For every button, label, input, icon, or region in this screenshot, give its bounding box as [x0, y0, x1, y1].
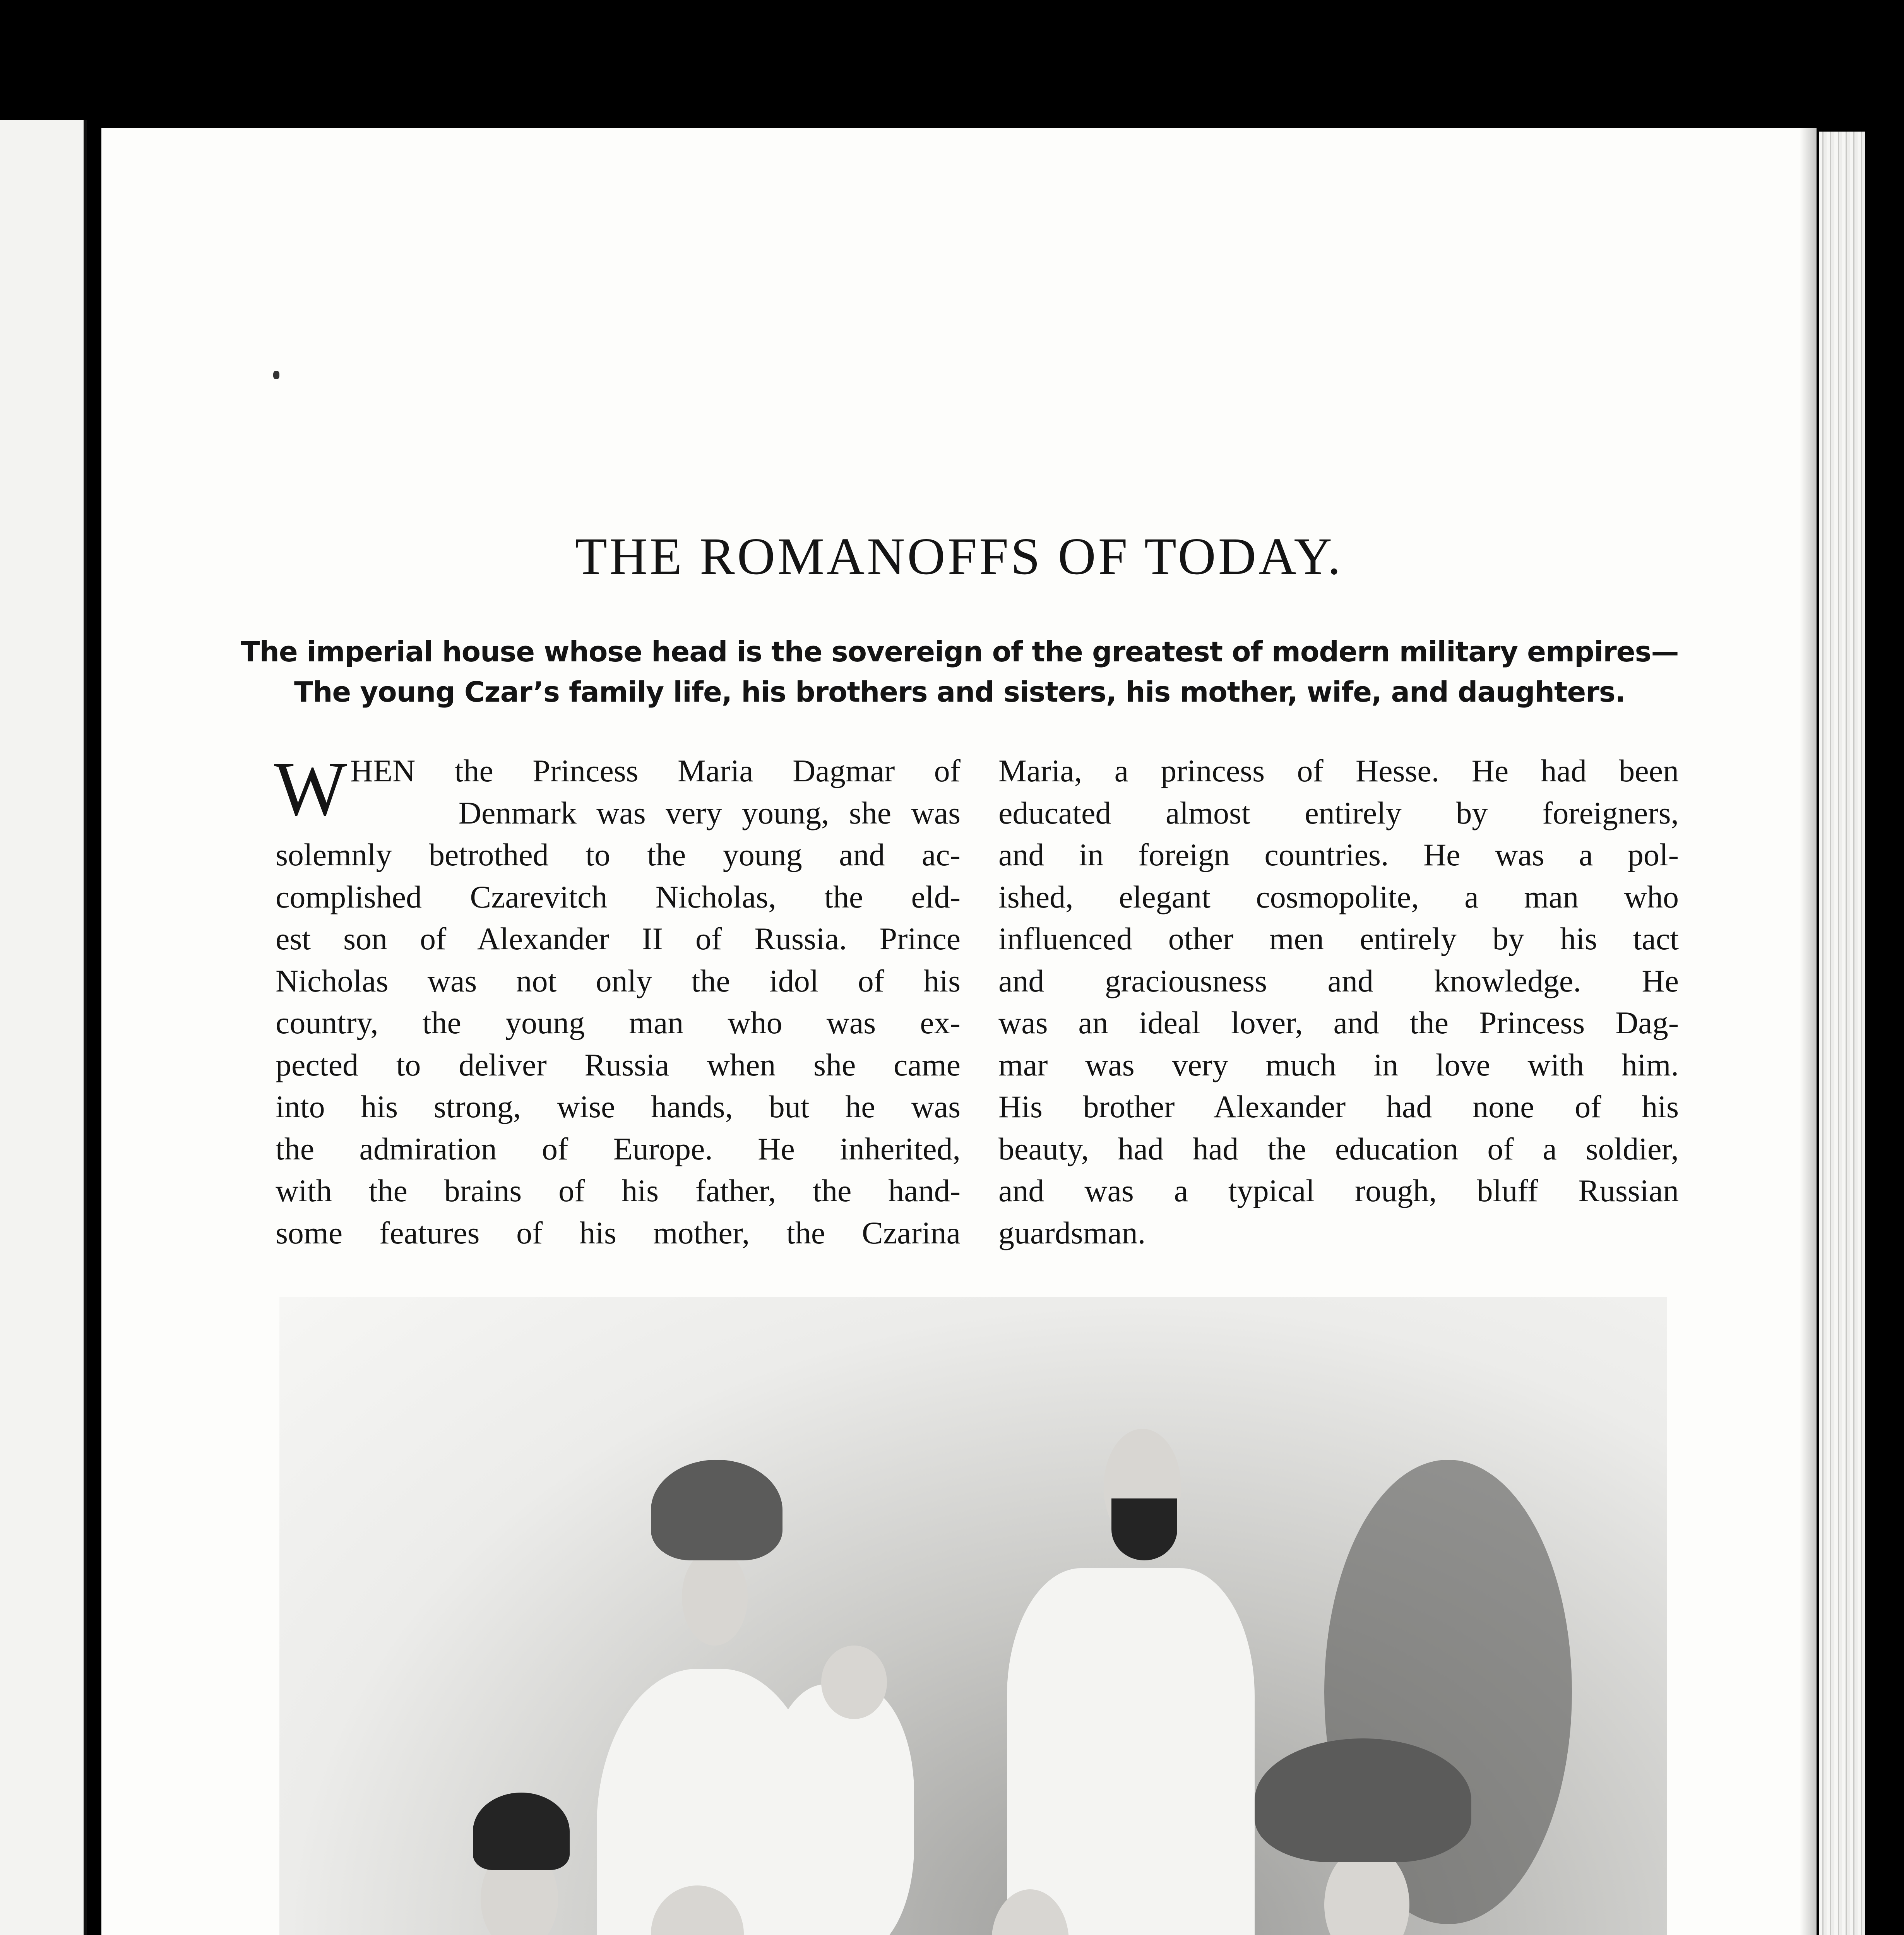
article-title: THE ROMANOFFS OF TODAY.	[575, 527, 1343, 586]
text-line: beauty, had had the education of a soldier,	[998, 1131, 1679, 1166]
text-line: educated almost entirely by foreigners,	[998, 795, 1679, 831]
text-line: was an ideal lover, and the Princess Dag-	[998, 1005, 1679, 1040]
text-line: Maria, a princess of Hesse. He had been	[998, 753, 1679, 788]
binding-shadow	[1800, 128, 1819, 1935]
subtitle-line: The imperial house whose head is the sovereign of the greatest of modern military empires—	[241, 635, 1679, 668]
body-column-right	[998, 750, 1679, 1254]
facing-page-edge	[0, 120, 87, 1935]
figure-czar-uniform	[1007, 1568, 1255, 1935]
text-line: and graciousness and knowledge. He	[998, 963, 1679, 998]
figure-dowager-hair	[473, 1793, 570, 1870]
ink-speck	[273, 371, 279, 379]
figure-infant-face	[821, 1646, 887, 1719]
text-line: and in foreign countries. He was a pol-	[998, 837, 1679, 872]
text-line: the admiration of Europe. He inherited,	[276, 1131, 961, 1166]
figure-infant-son	[767, 1684, 914, 1935]
text-line: and was a typical rough, bluff Russian	[998, 1173, 1679, 1208]
drop-cap: W	[274, 746, 347, 832]
text-line: country, the young man who was ex-	[276, 1005, 961, 1040]
page-stack-edge	[1819, 132, 1865, 1935]
subtitle-line: The young Czar’s family life, his brothers and sisters, his mother, wife, and daughters.	[294, 676, 1625, 708]
text-line: His brother Alexander had none of his	[998, 1089, 1679, 1124]
text-line: with the brains of his father, the hand-	[276, 1173, 961, 1208]
text-line: pected to deliver Russia when she came	[276, 1047, 961, 1082]
text-line: HEN the Princess Maria Dagmar of	[350, 753, 961, 788]
figure-xenia-hat	[651, 1460, 782, 1560]
text-line: complished Czarevitch Nicholas, the eld-	[276, 879, 961, 914]
text-line: influenced other men entirely by his tact	[998, 921, 1679, 956]
figure-czarina-hat	[1255, 1738, 1471, 1862]
figure-xenia-face	[682, 1549, 748, 1646]
text-line: guardsman.	[998, 1215, 1146, 1250]
text-line: Nicholas was not only the idol of his	[276, 963, 961, 998]
text-line: some features of his mother, the Czarina	[276, 1215, 961, 1250]
text-line: Denmark was very young, she was	[458, 795, 961, 831]
text-line: ished, elegant cosmopolite, a man who	[998, 879, 1679, 914]
text-line: mar was very much in love with him.	[998, 1047, 1679, 1082]
family-photograph	[279, 1297, 1667, 1935]
text-line: solemnly betrothed to the young and ac-	[276, 837, 961, 872]
text-line: into his strong, wise hands, but he was	[276, 1089, 961, 1124]
body-column-left	[274, 746, 961, 1254]
figure-czar-beard	[1111, 1498, 1177, 1560]
text-line: est son of Alexander II of Russia. Prince	[276, 921, 961, 956]
article-subtitle	[232, 632, 1687, 712]
